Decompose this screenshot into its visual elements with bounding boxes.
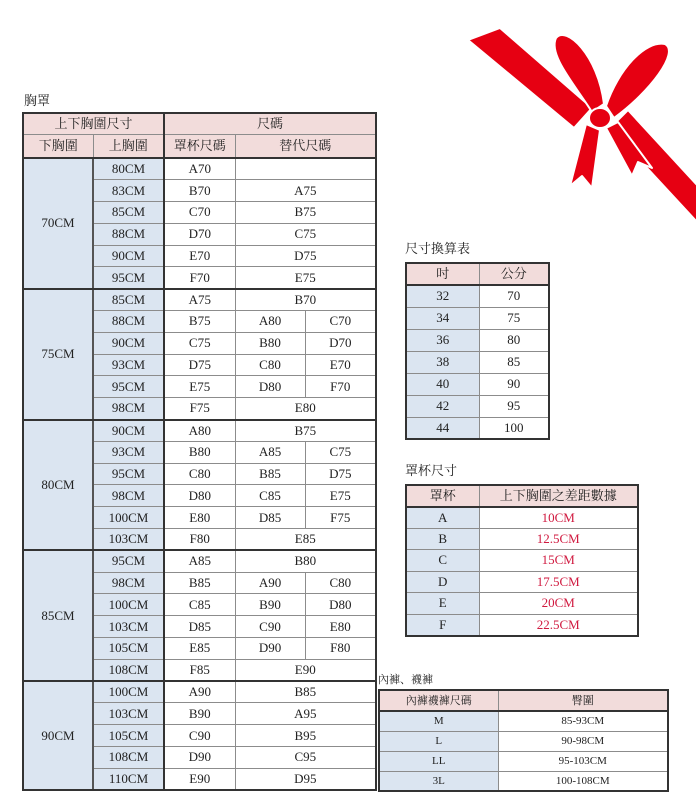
inch-cell: 34 — [406, 307, 479, 329]
header-inch: 吋 — [406, 263, 479, 285]
cup-cell: A — [406, 507, 479, 529]
cup-cell: F — [406, 614, 479, 636]
alt-size-cell — [235, 158, 376, 180]
cup-size-cell: E70 — [164, 245, 235, 267]
conversion-row — [406, 307, 549, 329]
alt-size-cell: E80 — [235, 398, 376, 420]
ribbon-band-left — [468, 28, 592, 128]
cm-cell: 70 — [479, 285, 549, 307]
alt-size-cell: D95 — [235, 768, 376, 790]
header-sizes: 尺碼 — [164, 113, 376, 134]
bust-cell: 88CM — [93, 223, 164, 245]
cup-size-cell: D85 — [164, 616, 235, 638]
size-row — [23, 420, 376, 442]
size-row — [23, 158, 376, 180]
briefs-size-cell: LL — [379, 751, 498, 771]
inch-cell: 40 — [406, 373, 479, 395]
cup-size-cell: C70 — [164, 202, 235, 224]
cup-cell: B — [406, 528, 479, 550]
alt-size-cell: C85 — [235, 485, 305, 507]
cm-cell: 90 — [479, 373, 549, 395]
bust-cell: 95CM — [93, 550, 164, 572]
bust-cell: 95CM — [93, 267, 164, 289]
bust-cell: 88CM — [93, 311, 164, 333]
underbust-cell: 90CM — [23, 681, 93, 790]
alt-size-cell: E75 — [305, 485, 376, 507]
cup-size-cell: F85 — [164, 659, 235, 681]
alt-size-cell: D70 — [305, 332, 376, 354]
inch-cell: 32 — [406, 285, 479, 307]
header-cup-size: 罩杯尺碼 — [164, 134, 235, 158]
alt-size-cell: E85 — [235, 529, 376, 551]
conversion-table-title: 尺寸換算表 — [405, 241, 471, 256]
bust-cell: 95CM — [93, 376, 164, 398]
cm-cell: 80 — [479, 329, 549, 351]
bra-table-title: 胸罩 — [24, 93, 51, 108]
conversion-row — [406, 351, 549, 373]
bust-cell: 108CM — [93, 747, 164, 769]
cup-size-cell: D80 — [164, 485, 235, 507]
cup-cell: C — [406, 550, 479, 572]
alt-size-cell: B85 — [235, 463, 305, 485]
briefs-size-cell: 3L — [379, 771, 498, 791]
bust-cell: 90CM — [93, 332, 164, 354]
briefs-size-cell: M — [379, 711, 498, 731]
hip-cell: 85-93CM — [498, 711, 668, 731]
cup-cell: D — [406, 571, 479, 593]
bust-cell: 108CM — [93, 659, 164, 681]
bust-cell: 100CM — [93, 507, 164, 529]
inch-cell: 38 — [406, 351, 479, 373]
subheader-row — [23, 134, 376, 158]
cup-size-cell: A90 — [164, 681, 235, 703]
underbust-cell: 80CM — [23, 420, 93, 551]
cup-row — [406, 593, 638, 615]
alt-size-cell: D90 — [235, 638, 305, 660]
cup-size-cell: C80 — [164, 463, 235, 485]
cup-size-cell: B80 — [164, 441, 235, 463]
difference-cell: 22.5CM — [479, 614, 638, 636]
alt-size-cell: B85 — [235, 681, 376, 703]
alt-size-cell: B75 — [235, 202, 376, 224]
alt-size-cell: B70 — [235, 289, 376, 311]
alt-size-cell: B80 — [235, 332, 305, 354]
conversion-row — [406, 285, 549, 307]
inch-cell: 44 — [406, 417, 479, 439]
cup-row — [406, 507, 638, 529]
cup-size-cell: B75 — [164, 311, 235, 333]
bust-cell: 83CM — [93, 180, 164, 202]
briefs-row — [379, 731, 668, 751]
cup-size-cell: C90 — [164, 725, 235, 747]
header-row — [406, 263, 549, 285]
alt-size-cell: D80 — [305, 594, 376, 616]
alt-size-cell: D75 — [305, 463, 376, 485]
header-row — [23, 113, 376, 134]
alt-size-cell: A75 — [235, 180, 376, 202]
conversion-row — [406, 395, 549, 417]
hip-cell: 95-103CM — [498, 751, 668, 771]
alt-size-cell: C75 — [235, 223, 376, 245]
difference-cell: 15CM — [479, 550, 638, 572]
header-cm: 公分 — [479, 263, 549, 285]
difference-cell: 12.5CM — [479, 528, 638, 550]
cup-size-cell: E75 — [164, 376, 235, 398]
cup-size-cell: B70 — [164, 180, 235, 202]
header-hip: 臀圍 — [498, 690, 668, 711]
briefs-table-title: 內褲、襪褲 — [378, 674, 433, 686]
alt-size-cell: C70 — [305, 311, 376, 333]
difference-cell: 10CM — [479, 507, 638, 529]
bra-size-table — [22, 112, 377, 791]
bust-cell: 98CM — [93, 572, 164, 594]
cup-size-cell: F80 — [164, 529, 235, 551]
underbust-cell: 70CM — [23, 158, 93, 289]
ribbon-tail-left — [570, 124, 600, 188]
cm-cell: 75 — [479, 307, 549, 329]
ribbon-loop-right — [606, 44, 669, 118]
size-row — [23, 289, 376, 311]
briefs-row — [379, 771, 668, 791]
bust-cell: 100CM — [93, 594, 164, 616]
cm-cell: 85 — [479, 351, 549, 373]
alt-size-cell: B75 — [235, 420, 376, 442]
briefs-row — [379, 711, 668, 731]
bust-cell: 110CM — [93, 768, 164, 790]
cup-size-cell: B85 — [164, 572, 235, 594]
bust-cell: 103CM — [93, 616, 164, 638]
bust-cell: 95CM — [93, 463, 164, 485]
cup-cell: E — [406, 593, 479, 615]
cup-size-cell: E85 — [164, 638, 235, 660]
alt-size-cell: F80 — [305, 638, 376, 660]
bust-cell: 93CM — [93, 441, 164, 463]
alt-size-cell: B95 — [235, 725, 376, 747]
alt-size-cell: C80 — [305, 572, 376, 594]
cup-size-cell: F75 — [164, 398, 235, 420]
alt-size-cell: E90 — [235, 659, 376, 681]
bust-cell: 90CM — [93, 420, 164, 442]
size-conversion-table — [405, 262, 550, 440]
size-row — [23, 550, 376, 572]
hip-cell: 100-108CM — [498, 771, 668, 791]
alt-size-cell: D80 — [235, 376, 305, 398]
bust-cell: 93CM — [93, 354, 164, 376]
bust-cell: 103CM — [93, 529, 164, 551]
cm-cell: 100 — [479, 417, 549, 439]
alt-size-cell: D75 — [235, 245, 376, 267]
cup-row — [406, 614, 638, 636]
alt-size-cell: C75 — [305, 441, 376, 463]
conversion-row — [406, 329, 549, 351]
bust-cell: 85CM — [93, 202, 164, 224]
alt-size-cell: E80 — [305, 616, 376, 638]
conversion-row — [406, 373, 549, 395]
header-row — [406, 485, 638, 507]
underbust-cell: 75CM — [23, 289, 93, 420]
cup-size-cell: F70 — [164, 267, 235, 289]
alt-size-cell: C95 — [235, 747, 376, 769]
bust-cell: 85CM — [93, 289, 164, 311]
header-row — [379, 690, 668, 711]
header-briefs-size: 內褲襪褲尺碼 — [379, 690, 498, 711]
alt-size-cell: A90 — [235, 572, 305, 594]
cup-row — [406, 571, 638, 593]
briefs-size-table — [378, 689, 669, 792]
bust-cell: 98CM — [93, 485, 164, 507]
alt-size-cell: D85 — [235, 507, 305, 529]
difference-cell: 20CM — [479, 593, 638, 615]
alt-size-cell: A80 — [235, 311, 305, 333]
alt-size-cell: A85 — [235, 441, 305, 463]
alt-size-cell: E75 — [235, 267, 376, 289]
cup-size-cell: C75 — [164, 332, 235, 354]
ribbon-loop-left — [555, 35, 604, 112]
bust-cell: 103CM — [93, 703, 164, 725]
size-row — [23, 681, 376, 703]
cup-size-cell: A85 — [164, 550, 235, 572]
difference-cell: 17.5CM — [479, 571, 638, 593]
header-difference: 上下胸圍之差距數據 — [479, 485, 638, 507]
conversion-row — [406, 417, 549, 439]
hip-cell: 90-98CM — [498, 731, 668, 751]
alt-size-cell: B80 — [235, 550, 376, 572]
cup-size-cell: A80 — [164, 420, 235, 442]
briefs-row — [379, 751, 668, 771]
cup-table-title: 罩杯尺寸 — [405, 463, 458, 478]
underbust-cell: 85CM — [23, 550, 93, 681]
alt-size-cell: C80 — [235, 354, 305, 376]
bust-cell: 105CM — [93, 638, 164, 660]
cup-row — [406, 528, 638, 550]
header-underbust: 下胸圍 — [23, 134, 93, 158]
cup-size-cell: D70 — [164, 223, 235, 245]
bust-cell: 98CM — [93, 398, 164, 420]
cup-size-cell: E90 — [164, 768, 235, 790]
cup-size-cell: D90 — [164, 747, 235, 769]
bust-cell: 90CM — [93, 245, 164, 267]
cup-size-cell: C85 — [164, 594, 235, 616]
bust-cell: 105CM — [93, 725, 164, 747]
cm-cell: 95 — [479, 395, 549, 417]
briefs-size-cell: L — [379, 731, 498, 751]
cup-row — [406, 550, 638, 572]
header-bust-measurements: 上下胸圍尺寸 — [23, 113, 164, 134]
header-bust: 上胸圍 — [93, 134, 164, 158]
bust-cell: 80CM — [93, 158, 164, 180]
header-cup: 罩杯 — [406, 485, 479, 507]
alt-size-cell: B90 — [235, 594, 305, 616]
ribbon-knot — [589, 108, 611, 128]
ribbon-tail-right — [606, 122, 652, 176]
alt-size-cell: E70 — [305, 354, 376, 376]
cup-size-cell: A75 — [164, 289, 235, 311]
cup-size-cell: A70 — [164, 158, 235, 180]
inch-cell: 36 — [406, 329, 479, 351]
bust-cell: 100CM — [93, 681, 164, 703]
cup-size-cell: E80 — [164, 507, 235, 529]
cup-size-cell: D75 — [164, 354, 235, 376]
alt-size-cell: C90 — [235, 616, 305, 638]
alt-size-cell: F75 — [305, 507, 376, 529]
header-alt-size: 替代尺碼 — [235, 134, 376, 158]
alt-size-cell: F70 — [305, 376, 376, 398]
cup-size-cell: B90 — [164, 703, 235, 725]
ribbon-band-right — [610, 110, 697, 222]
inch-cell: 42 — [406, 395, 479, 417]
cup-size-table — [405, 484, 639, 637]
alt-size-cell: A95 — [235, 703, 376, 725]
